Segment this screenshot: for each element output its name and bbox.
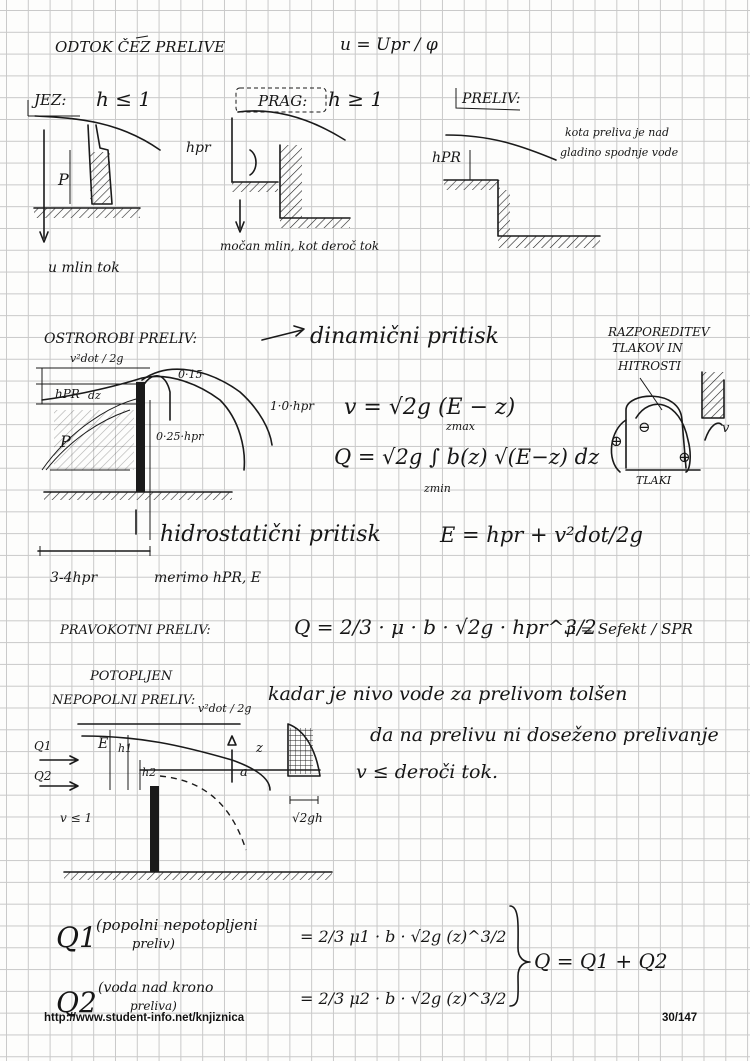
ostrorobi-dz: dz (88, 389, 101, 402)
nepopolni-title-top: POTOPLJEN (90, 669, 173, 684)
nepopolni-q2: Q2 (34, 769, 52, 783)
ostrorobi-sketch (36, 352, 315, 586)
limit-upper: zmax (446, 420, 475, 433)
pravokotni-label: PRAVOKOTNI PRELIV: (60, 623, 211, 638)
ostrorobi-015: 0·15 (178, 368, 203, 381)
razporeditev-line-1: RAZPOREDITEV (608, 325, 710, 339)
q2-label: Q2 (56, 986, 97, 1019)
ostrorobi-measure: merimo hPR, E (154, 570, 261, 586)
energy-formula: E = hpr + v²dot/2g (440, 523, 643, 547)
q1-label: Q1 (56, 921, 97, 954)
ostrorobi-distance: 3-4hpr (50, 570, 98, 586)
ostrorobi-hpr: hPR (55, 387, 80, 401)
q2-note-1: (voda nad krono (98, 980, 214, 996)
nepopolni-note-2: da na prelivu ni doseženo prelivanje (370, 724, 719, 746)
nepopolni-note-1: kadar je nivo vode za prelivom tolšen (268, 683, 628, 705)
nepopolni-root: √2gh (292, 811, 323, 825)
prag-label: PRAG: (258, 92, 308, 110)
q1-note-1: (popolni nepotopljeni (96, 916, 258, 934)
nepopolni-vdot: v²dot / 2g (198, 702, 252, 715)
nepopolni-q1: Q1 (34, 739, 52, 753)
curly-brace (510, 906, 530, 1006)
ostrorobi-title: OSTROROBI PRELIV: (44, 331, 198, 347)
pravokotni-mu: μ = Sefekt / SPR (566, 620, 693, 638)
odtok-formula: u = Upr / φ (340, 35, 438, 55)
dynamic-pressure-label: dinamični pritisk (310, 324, 499, 349)
velocity-formula: v = √2g (E − z) (344, 395, 516, 420)
q1-formula: = 2/3 μ1 · b · √2g (z)^3/2 (300, 927, 507, 946)
razporeditev-line-3: HITROSTI (618, 359, 682, 373)
preliv-label: PRELIV: (462, 91, 521, 107)
nepopolni-a: a (240, 765, 248, 780)
jez-note: u mlin tok (48, 260, 120, 276)
preliv-note-1: kota preliva je nad (565, 126, 669, 139)
nepopolni-sketch (34, 702, 332, 880)
razporeditev-v: v (722, 421, 730, 436)
footer-url: http://www.student-info.net/knjiznica (44, 1012, 245, 1024)
pressure-velocity-distribution-sketch (607, 325, 730, 487)
ostrorobi-r1: 1·0·hpr (270, 399, 315, 413)
q1-note-2: preliv) (132, 937, 175, 952)
prag-sketch (186, 111, 379, 253)
pravokotni-formula: Q = 2/3 · μ · b · √2g · hpr^3/2 (294, 615, 597, 639)
hydrostatic-pressure-label: hidrostatični pritisk (160, 522, 381, 547)
nepopolni-v: v ≤ 1 (60, 811, 93, 825)
ostrorobi-p: P (60, 432, 71, 451)
q2-note-2: preliva) (130, 999, 177, 1013)
prag-note: močan mlin, kot deroč tok (220, 239, 380, 253)
nepopolni-title: NEPOPOLNI PRELIV: (52, 693, 196, 708)
preliv-sketch (432, 126, 679, 248)
footer-page-number: 30/147 (662, 1012, 698, 1024)
nepopolni-h1: h1 (118, 742, 133, 755)
minus-sign: ⊖ (638, 418, 651, 436)
preliv-note-2: gladino spodnje vode (560, 146, 679, 159)
nepopolni-note-3: v ≤ deroči tok. (356, 761, 499, 783)
odtok-title: ODTOK ČEZ PRELIVE (55, 38, 226, 56)
prag-condition: h ≥ 1 (328, 87, 384, 111)
jez-label: JEZ: (34, 91, 67, 109)
jez-sketch (34, 116, 160, 276)
nepopolni-h2: h2 (142, 766, 157, 779)
flow-formula: Q = √2g ∫ b(z) √(E−z) dz (334, 445, 600, 469)
ostrorobi-vdot: v²dot / 2g (70, 352, 124, 365)
razporeditev-line-2: TLAKOV IN (612, 341, 683, 355)
totals-block (56, 906, 668, 1019)
plus-sign-left: ⊕ (610, 432, 623, 450)
preliv-h-label: hPR (432, 150, 461, 166)
prag-h-label: hpr (186, 140, 211, 156)
ostrorobi-r2: 0·25·hpr (156, 430, 204, 443)
sum-formula: Q = Q1 + Q2 (534, 949, 668, 973)
nepopolni-z: z (256, 741, 263, 756)
jez-p-label: P (58, 170, 69, 189)
jez-condition: h ≤ 1 (96, 87, 152, 111)
limit-lower: zmin (424, 482, 451, 495)
razporeditev-base: TLAKI (636, 474, 672, 487)
plus-sign-right: ⊕ (678, 448, 691, 466)
q2-formula: = 2/3 μ2 · b · √2g (z)^3/2 (300, 989, 507, 1008)
nepopolni-E: E (98, 736, 109, 752)
